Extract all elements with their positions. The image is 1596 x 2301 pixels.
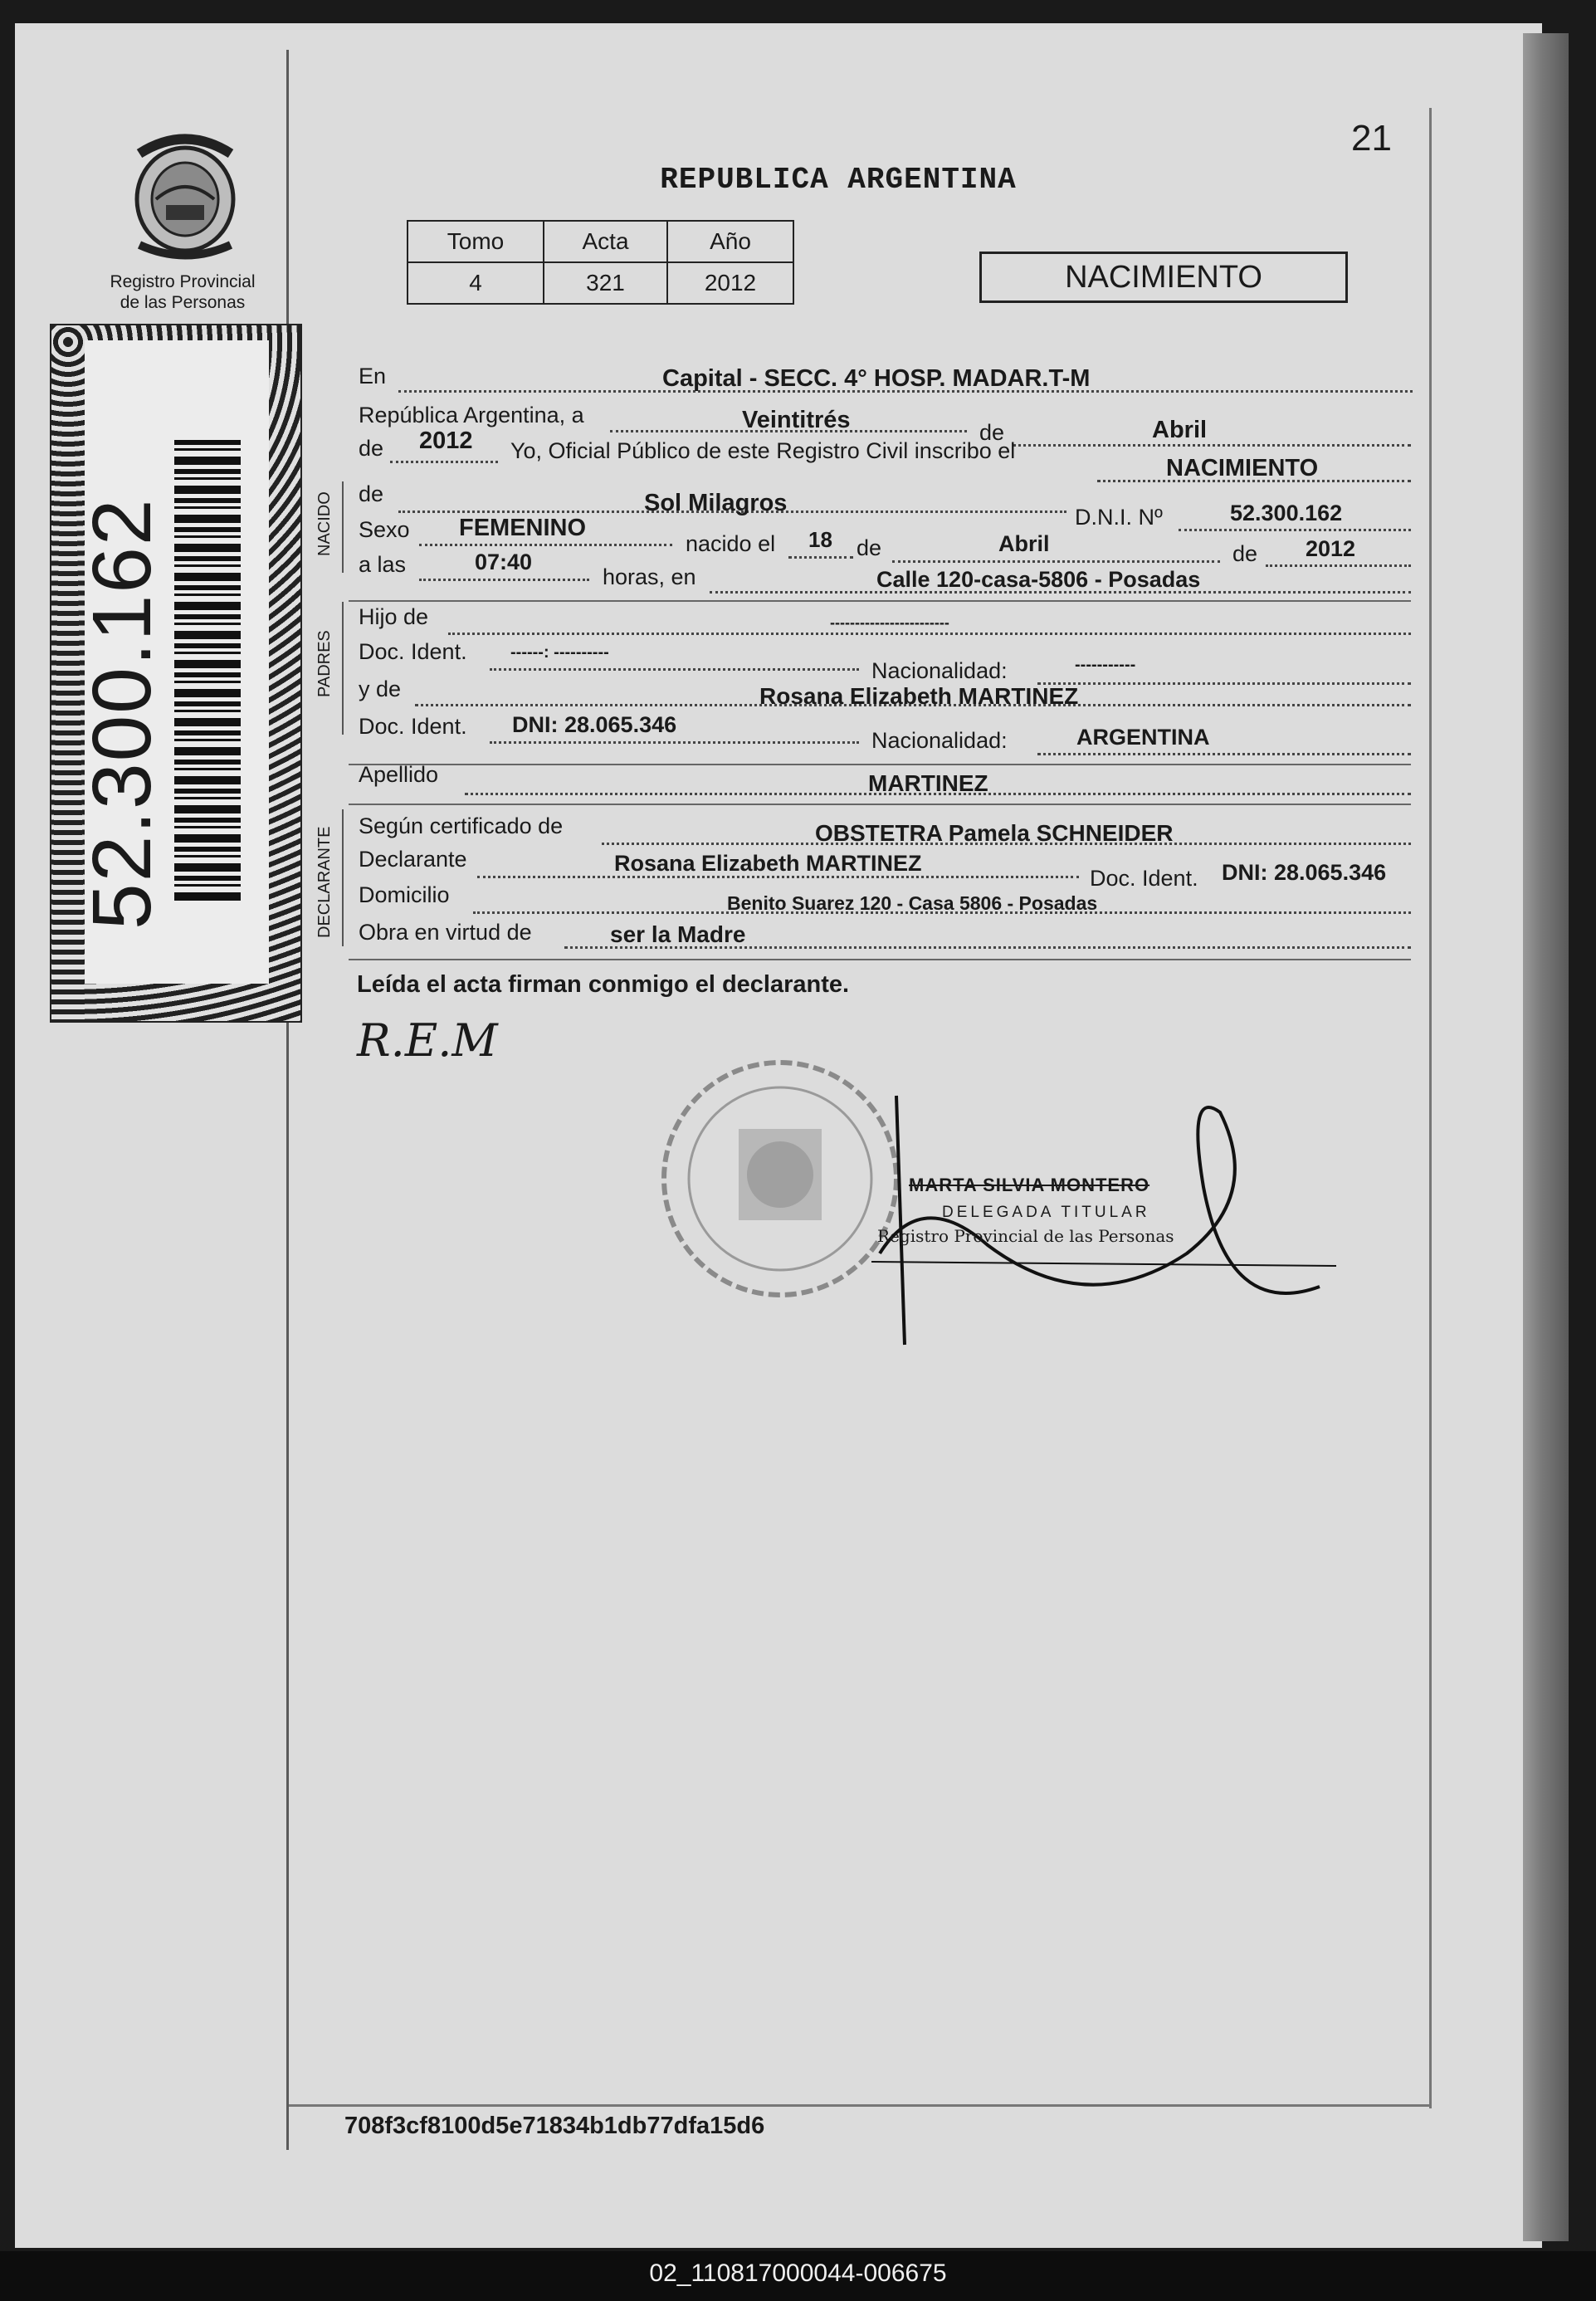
official-seal-icon bbox=[652, 1050, 909, 1307]
misiones-emblem-icon bbox=[123, 129, 247, 261]
dots-anio bbox=[390, 461, 498, 463]
label-en: En bbox=[359, 364, 387, 388]
value-obra: ser la Madre bbox=[610, 921, 746, 947]
dots-madre-doc bbox=[490, 741, 859, 744]
divider-padres bbox=[349, 764, 1411, 765]
value-lugar-nacimiento: Calle 120-casa-5806 - Posadas bbox=[876, 567, 1201, 592]
dots-mes bbox=[1013, 444, 1411, 447]
section-declarante: DECLARANTE bbox=[315, 826, 334, 938]
label-a-las: a las bbox=[359, 552, 407, 577]
value-declarante: Rosana Elizabeth MARTINEZ bbox=[614, 851, 922, 876]
right-border bbox=[1429, 108, 1432, 2108]
label-segun: Según certificado de bbox=[359, 813, 564, 838]
value-anio-nacimiento: 2012 bbox=[1306, 536, 1356, 561]
value-dni: 52.300.162 bbox=[1230, 501, 1343, 525]
side-number: 52.300.162 bbox=[76, 497, 168, 930]
value-madre-nacionalidad: ARGENTINA bbox=[1076, 725, 1210, 750]
dots-dni bbox=[1179, 529, 1411, 531]
value-nombre: Sol Milagros bbox=[644, 490, 788, 516]
label-de-anio-nac: de bbox=[1232, 541, 1258, 566]
dots-padre-nac bbox=[1037, 682, 1411, 685]
registry-caption-line2: de las Personas bbox=[120, 293, 246, 312]
section-bar-nacido bbox=[342, 481, 344, 573]
record-table bbox=[407, 220, 794, 305]
value-certificado: OBSTETRA Pamela SCHNEIDER bbox=[815, 820, 1174, 846]
header-acta: Acta bbox=[544, 221, 667, 262]
footer-code: 02_110817000044-006675 bbox=[649, 2259, 947, 2287]
value-madre: Rosana Elizabeth MARTINEZ bbox=[759, 683, 1079, 709]
registry-caption bbox=[79, 271, 286, 313]
value-dia-inscripcion: Veintitrés bbox=[742, 407, 851, 433]
label-de-nombre: de bbox=[359, 481, 384, 506]
value-padre-nacionalidad: ----------- bbox=[1075, 656, 1136, 674]
dots-madre-nac bbox=[1037, 753, 1411, 755]
value-lugar: Capital - SECC. 4° HOSP. MADAR.T-M bbox=[662, 365, 1091, 392]
label-doc-ident-3: Doc. Ident. bbox=[1090, 866, 1198, 891]
section-nacido: NACIDO bbox=[315, 491, 334, 556]
value-mes-inscripcion: Abril bbox=[1152, 417, 1208, 443]
section-padres: PADRES bbox=[315, 630, 334, 697]
divider-apellido bbox=[349, 804, 1411, 805]
value-domicilio: Benito Suarez 120 - Casa 5806 - Posadas bbox=[727, 892, 1098, 914]
label-republica: República Argentina, a bbox=[359, 403, 584, 427]
divider-nacido bbox=[349, 600, 1411, 602]
dots-anio-nac bbox=[1266, 564, 1411, 567]
label-declarante: Declarante bbox=[359, 847, 467, 872]
label-apellido: Apellido bbox=[359, 762, 439, 787]
value-declarante-doc: DNI: 28.065.346 bbox=[1222, 860, 1387, 885]
value-acta: 321 bbox=[544, 262, 667, 304]
registry-caption-line1: Registro Provincial bbox=[110, 272, 256, 291]
label-oficial: Yo, Oficial Público de este Registro Civil inscribo el bbox=[510, 438, 1016, 463]
label-doc-ident-2: Doc. Ident. bbox=[359, 714, 467, 739]
label-nacionalidad-2: Nacionalidad: bbox=[871, 728, 1008, 753]
label-nacido-el: nacido el bbox=[686, 531, 776, 556]
signatory-org: Registro Provincial de las Personas bbox=[877, 1226, 1174, 1246]
value-anio: 2012 bbox=[667, 262, 793, 304]
page-edge bbox=[1523, 33, 1569, 2241]
label-nacionalidad-1: Nacionalidad: bbox=[871, 658, 1008, 683]
value-sexo: FEMENINO bbox=[459, 515, 587, 541]
record-type-box: NACIMIENTO bbox=[979, 252, 1348, 303]
label-de-mes-nac: de bbox=[857, 535, 882, 560]
dots-sexo bbox=[419, 544, 672, 546]
initials-signature: R.E.M bbox=[357, 1014, 498, 1067]
label-dni: D.N.I. Nº bbox=[1075, 505, 1163, 530]
signatory-name: MARTA SILVIA MONTERO bbox=[909, 1175, 1150, 1195]
value-anio-inscripcion: 2012 bbox=[419, 427, 473, 454]
value-madre-doc: DNI: 28.065.346 bbox=[512, 712, 677, 737]
dots-dia-nac bbox=[788, 556, 853, 559]
dots-hora bbox=[419, 579, 589, 581]
label-obra: Obra en virtud de bbox=[359, 920, 532, 945]
label-y-de: y de bbox=[359, 677, 402, 701]
value-tipo-inscripcion: NACIMIENTO bbox=[1166, 455, 1319, 481]
header-tomo: Tomo bbox=[408, 221, 544, 262]
divider-declarante bbox=[349, 959, 1411, 960]
value-padre-doc: ------: ---------- bbox=[510, 643, 609, 662]
label-sexo: Sexo bbox=[359, 517, 410, 542]
label-de-mes: de bbox=[979, 420, 1005, 445]
value-mes-nacimiento: Abril bbox=[998, 531, 1050, 556]
bottom-border bbox=[289, 2104, 1430, 2107]
closing-text: Leída el acta firman conmigo el declarante. bbox=[357, 971, 850, 998]
section-bar-padres bbox=[342, 602, 344, 735]
label-doc-ident-1: Doc. Ident. bbox=[359, 639, 467, 664]
dots-mes-nac bbox=[892, 560, 1220, 563]
label-hijo-de: Hijo de bbox=[359, 604, 429, 629]
value-tomo: 4 bbox=[408, 262, 544, 304]
page-number: 21 bbox=[1351, 118, 1392, 159]
value-dia-nacimiento: 18 bbox=[808, 527, 832, 552]
label-horas-en: horas, en bbox=[603, 564, 696, 589]
signatory-title: DELEGADA TITULAR bbox=[942, 1204, 1150, 1221]
document-hash: 708f3cf8100d5e71834b1db77dfa15d6 bbox=[344, 2113, 765, 2139]
value-padre: ------------------------ bbox=[830, 614, 949, 631]
dots-padre-doc bbox=[490, 668, 859, 671]
label-de-anio: de bbox=[359, 436, 384, 461]
country-title: REPUBLICA ARGENTINA bbox=[660, 163, 1017, 197]
value-hora: 07:40 bbox=[475, 550, 533, 574]
label-domicilio: Domicilio bbox=[359, 882, 450, 907]
header-anio: Año bbox=[667, 221, 793, 262]
dots-padre bbox=[448, 633, 1411, 635]
value-apellido: MARTINEZ bbox=[868, 770, 988, 796]
barcode bbox=[174, 440, 241, 905]
section-bar-declarante bbox=[342, 809, 344, 946]
